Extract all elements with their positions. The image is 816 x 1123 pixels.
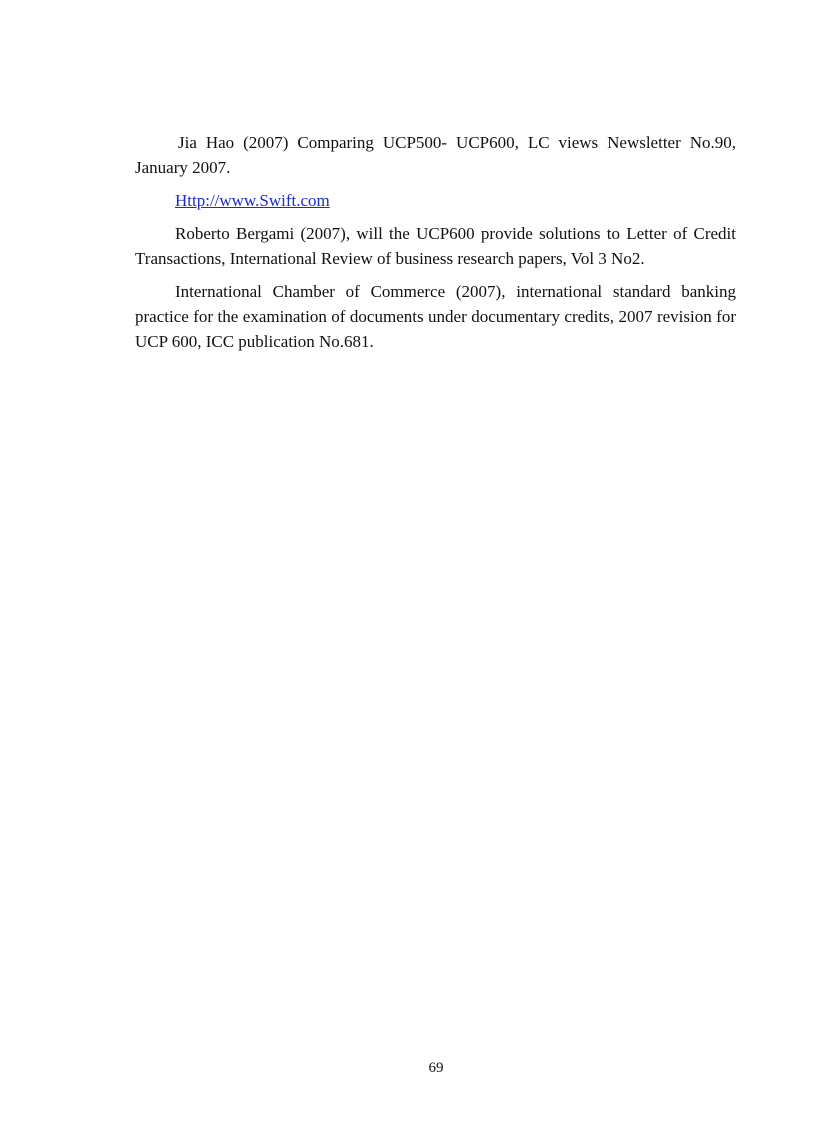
references-section [135, 130, 736, 362]
swift-link[interactable]: Http://www.Swift.com [175, 191, 330, 210]
reference-link-paragraph [135, 188, 736, 213]
reference-roberto-bergami: Roberto Bergami (2007), will the UCP600 provide solutions to Letter of Credit Transactions, International Review of business research papers, Vol 3 No2. [135, 224, 736, 268]
page-number: 69 [428, 1060, 444, 1076]
reference-jia-hao: Jia Hao (2007) Comparing UCP500- UCP600, LC views Newsletter No.90, January 2007. [135, 133, 736, 177]
reference-icc: International Chamber of Commerce (2007), international standard banking practice for the examination of documents under documentary credits, 2007 revision for UCP 600, ICC publication No.681. [135, 282, 736, 351]
